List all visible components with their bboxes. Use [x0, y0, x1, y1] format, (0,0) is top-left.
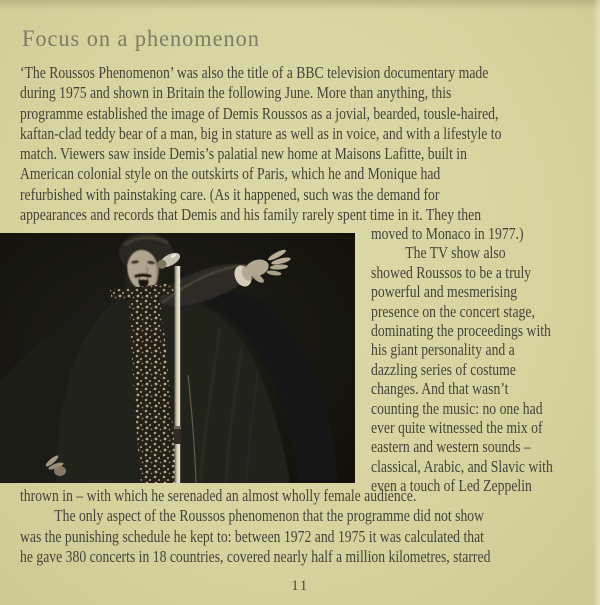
text-line: his giant personality and a: [371, 340, 515, 360]
text-line: thrown in – with which he serenaded an almost wholly female audience.: [20, 486, 417, 505]
text-line: programme established the image of Demis Roussos as a jovial, bearded, tousle-haired,: [20, 103, 499, 123]
page-number: 11: [291, 578, 309, 594]
text-line: match. Viewers saw inside Demis’s palatial new home at Maisons Lafitte, built in: [20, 144, 467, 164]
text-line: refurbished with painstaking care. (As it happened, such was the demand for: [20, 184, 440, 204]
paragraph-top: [20, 63, 501, 225]
text-line: ‘The Roussos Phenomenon’ was also the title of a BBC television documentary made: [20, 63, 489, 82]
text-line: he gave 380 concerts in 18 countries, covered nearly half a million kilometres, starred: [20, 547, 491, 567]
text-line: ever quite witnessed the mix of: [371, 418, 543, 438]
demis-roussos-concert-photo: [0, 233, 355, 483]
text-line: American colonial style on the outskirts of Paris, which he and Monique had: [20, 164, 441, 184]
text-line: The only aspect of the Roussos phenomenon that the programme did not show: [20, 506, 485, 526]
paragraph-right-column: [371, 224, 553, 496]
text-line: powerful and mesmerising: [371, 282, 518, 302]
text-line: moved to Monaco in 1977.): [371, 224, 524, 243]
text-line: showed Roussos to be a truly: [371, 262, 532, 282]
text-line: kaftan-clad teddy bear of a man, big in stature as well as in voice, and with a lifestyle to: [20, 123, 502, 143]
text-line: changes. And that wasn’t: [371, 379, 509, 399]
page-title: Focus on a phenomenon: [22, 26, 260, 51]
text-line: was the punishing schedule he kept to: between 1972 and 1975 it was calculated that: [20, 526, 484, 546]
text-line: dominating the proceedings with: [371, 321, 551, 341]
text-line: classical, Arabic, and Slavic with: [371, 456, 553, 476]
text-line: counting the music: no one had: [371, 398, 543, 418]
text-line: appearances and records that Demis and his family rarely spent time in it. They then: [20, 205, 482, 225]
text-line: presence on the concert stage,: [371, 301, 535, 321]
text-line: eastern and western sounds –: [371, 437, 531, 457]
concert-photo-illustration: [0, 233, 355, 483]
text-line: during 1975 and shown in Britain the following June. More than anything, this: [20, 83, 452, 103]
text-line: even a touch of Led Zeppelin: [371, 476, 532, 496]
text-line: The TV show also: [371, 243, 506, 263]
text-line: dazzling series of costume: [371, 359, 516, 379]
paragraph-bottom: [20, 486, 490, 568]
